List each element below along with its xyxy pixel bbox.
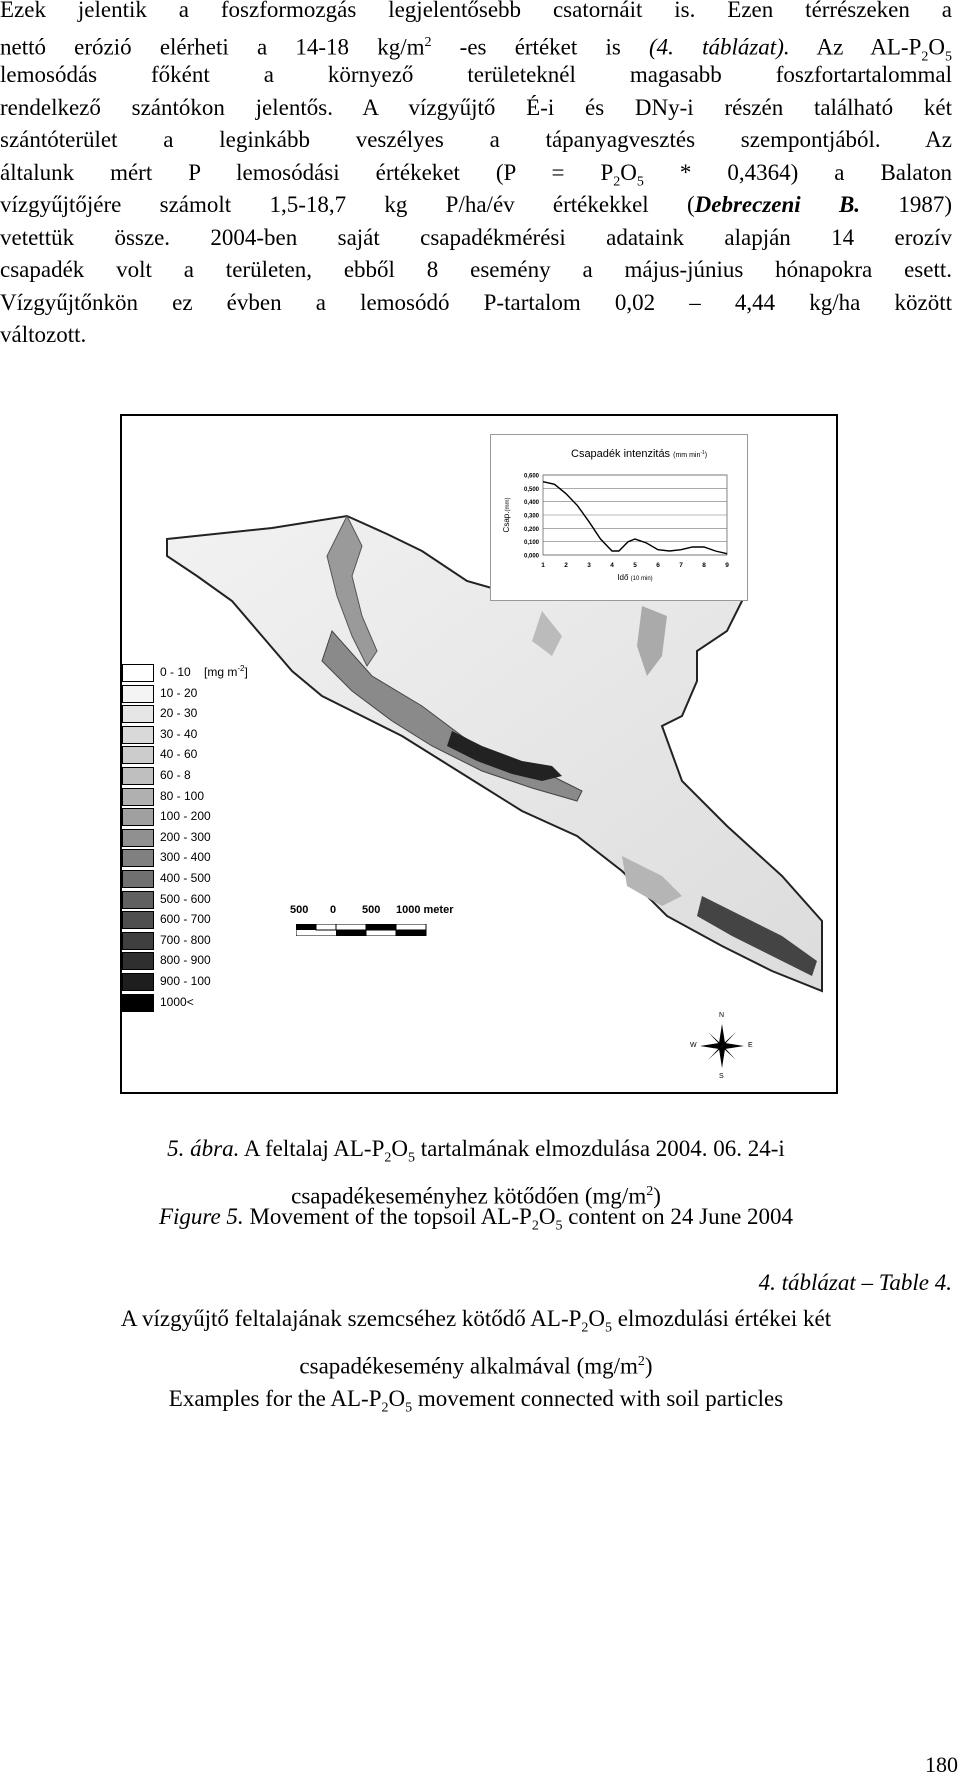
text-run: O xyxy=(620,159,637,185)
legend-label: 500 - 600 xyxy=(160,891,211,906)
compass-n: N xyxy=(719,1012,725,1019)
scale-label-1: 500 xyxy=(290,904,309,916)
compass-w: W xyxy=(690,1042,697,1049)
legend-swatch xyxy=(122,891,154,909)
legend-label: 800 - 900 xyxy=(160,953,211,968)
legend-label: 300 - 400 xyxy=(160,850,211,865)
x-tick-label: 8 xyxy=(702,562,706,569)
legend-row xyxy=(122,788,422,806)
precip-chart xyxy=(490,434,748,601)
table-caption: A vízgyűjtő feltalajának szemcséhez kötődő $AL-P_2O_5$ elmozdulási értékei két csapadékesemény alkalmával $(mg/m^2)$ Examples for the $AL-P_2O_5$ movement connected with soil particles xyxy=(120,1306,832,1416)
legend-row xyxy=(122,726,422,744)
scale-label-3: 500 xyxy=(362,904,381,916)
precip-chart-svg xyxy=(491,435,747,600)
text-run: rendelkező szántókon jelentős. A vízgyűjtő É-i és DNy-i részén található két xyxy=(0,94,952,120)
subscript: 5 xyxy=(945,48,953,64)
legend-row xyxy=(122,705,422,723)
table-reference: (4. táblázat). xyxy=(648,34,790,60)
legend-label: 20 - 30 xyxy=(160,706,198,721)
text-run: vízgyűjtőjére számolt 1,5-18,7 kg P/ha/év értékekkel ( xyxy=(0,192,695,217)
legend-label: 100 - 200 xyxy=(160,809,211,824)
legend-label: 1000< xyxy=(160,994,194,1009)
legend-row xyxy=(122,829,422,847)
paragraph-line xyxy=(0,319,952,352)
superscript: 2 xyxy=(424,34,432,50)
x-tick-label: 9 xyxy=(725,562,729,569)
paragraph-line xyxy=(0,59,952,92)
legend-swatch xyxy=(122,849,154,867)
body-paragraph xyxy=(0,0,952,352)
text-run: O xyxy=(928,34,946,60)
scale-bar-graphic xyxy=(296,924,476,936)
figure-caption-hu: 5. ábra. A feltalaj $AL-P_2O_5$ tartalmának elmozdulása 2004. 06. 24-i csapadékeseményhez kötődően $(mg/m^2)$ xyxy=(167,1136,785,1209)
text-run: Vízgyűjtőnkön ez évben a lemosódó P-tartalom 0,02 – 4,44 kg/ha között xyxy=(0,289,952,315)
legend-swatch xyxy=(122,788,154,806)
legend-row xyxy=(122,685,422,703)
text-run: * 0,4364) a Balaton xyxy=(643,159,953,185)
legend-swatch xyxy=(122,705,154,723)
y-tick-label: 0,100 xyxy=(523,540,539,547)
text-run: nettó erózió elérheti a 14-18 kg/m xyxy=(0,34,425,60)
subscript: 2 xyxy=(921,48,929,64)
scale-label-2: 0 xyxy=(330,904,337,916)
compass-s: S xyxy=(719,1073,724,1080)
legend-swatch xyxy=(122,870,154,888)
y-tick-label: 0,600 xyxy=(523,473,539,480)
legend-row xyxy=(122,973,422,991)
legend-swatch xyxy=(122,685,154,703)
y-axis-label: Csap.(mm) xyxy=(502,497,511,533)
legend-label: 200 - 300 xyxy=(160,829,211,844)
x-axis-label: Idő (10 min) xyxy=(617,573,653,582)
text-run: -es értéket is xyxy=(431,34,649,60)
legend-swatch xyxy=(122,932,154,950)
legend-swatch xyxy=(122,973,154,991)
y-tick-label: 0,000 xyxy=(523,553,539,560)
legend-unit: [mg $m^{-2}$] xyxy=(204,664,248,679)
legend-row xyxy=(122,808,422,826)
paragraph-line xyxy=(0,189,952,222)
x-tick-label: 5 xyxy=(633,562,637,569)
legend-swatch xyxy=(122,808,154,826)
figure-caption-en: Figure 5. Movement of the topsoil $AL-P_2O_5$ content on 24 June 2004 xyxy=(158,1204,794,1234)
scale-bar xyxy=(290,904,490,944)
x-tick-label: 6 xyxy=(656,562,660,569)
legend-row xyxy=(122,664,422,682)
legend-label: 40 - 60 xyxy=(160,747,198,762)
compass xyxy=(690,1012,753,1080)
legend-label: 60 - 8 xyxy=(160,768,191,782)
paragraph-line xyxy=(0,0,952,27)
y-tick-label: 0,300 xyxy=(523,513,539,520)
paragraph-line xyxy=(0,27,953,64)
text-run: Ezek jelentik a foszformozgás legjelentősebb csatornáit is. Ezen térrészeken a xyxy=(0,0,952,22)
legend-label: 30 - 40 xyxy=(160,726,198,741)
subscript: 2 xyxy=(613,174,621,190)
figure-map xyxy=(120,414,838,1094)
text-run: 1987) xyxy=(860,192,952,217)
figure-label-en: Figure 5. xyxy=(158,1204,244,1229)
legend-row xyxy=(122,952,422,970)
legend xyxy=(122,662,322,1042)
chart-title: Csapadék intenzitás (mm $\min^{-1}_)$ xyxy=(571,448,708,460)
table-label: 4. táblázat – Table 4. xyxy=(758,1270,952,1295)
text-run: szántóterület a leginkább veszélyes a tápanyagvesztés szempontjából. Az xyxy=(0,127,952,152)
legend-label: 900 - 100 xyxy=(160,974,211,988)
page-number: 180 xyxy=(925,1752,958,1777)
legend-swatch xyxy=(122,664,154,682)
legend-label: 0 - 10 xyxy=(160,665,191,679)
legend-row xyxy=(122,746,422,764)
legend-swatch xyxy=(122,952,154,970)
legend-label: 80 - 100 xyxy=(160,788,205,803)
y-tick-label: 0,500 xyxy=(523,486,539,493)
legend-row xyxy=(122,849,422,867)
x-tick-label: 3 xyxy=(587,562,591,569)
legend-row xyxy=(122,870,422,888)
text-run: változott. xyxy=(0,322,87,347)
legend-swatch xyxy=(122,726,154,744)
x-tick-label: 7 xyxy=(679,562,683,569)
x-tick-label: 2 xyxy=(564,562,568,569)
text-run: csapadék volt a területen, ebből 8 esemény a május-június hónapokra esett. xyxy=(0,257,952,282)
text-run: vetettük össze. 2004-ben saját csapadékmérési adataink alapján 14 erozív xyxy=(0,224,952,250)
text-run: általunk mért P lemosódási értékeket (P = P xyxy=(0,159,614,185)
legend-row xyxy=(122,994,422,1012)
paragraph-line xyxy=(0,222,952,255)
x-tick-label: 4 xyxy=(610,562,614,569)
series-line xyxy=(543,482,727,554)
legend-swatch xyxy=(122,746,154,764)
compass-rose-icon xyxy=(692,1016,752,1076)
y-tick-label: 0,200 xyxy=(523,526,539,533)
paragraph-line xyxy=(0,92,952,125)
legend-label: 700 - 800 xyxy=(160,932,211,947)
paragraph-line xyxy=(0,124,952,157)
legend-label: 400 - 500 xyxy=(160,871,211,885)
paragraph-line xyxy=(0,157,952,190)
text-run: lemosódás főként a környező területeknél magasabb foszfortartalommal xyxy=(0,62,952,87)
paragraph-line xyxy=(0,287,952,320)
y-tick-label: 0,400 xyxy=(523,500,539,507)
legend-row xyxy=(122,767,422,785)
citation-author: Debreczeni B. xyxy=(694,192,861,217)
legend-swatch xyxy=(122,829,154,847)
legend-swatch xyxy=(122,994,154,1012)
legend-swatch xyxy=(122,911,154,929)
legend-label: 10 - 20 xyxy=(160,685,198,700)
paragraph-line xyxy=(0,254,952,287)
subscript: 5 xyxy=(636,174,644,190)
scale-label-4: 1000 meter xyxy=(396,904,454,916)
legend-label: 600 - 700 xyxy=(160,912,211,927)
x-tick-label: 1 xyxy=(541,562,545,569)
compass-e: E xyxy=(748,1042,753,1049)
legend-swatch xyxy=(122,767,154,785)
figure-label-hu: 5. ábra. xyxy=(167,1136,240,1161)
text-run: Az AL-P xyxy=(789,34,922,60)
